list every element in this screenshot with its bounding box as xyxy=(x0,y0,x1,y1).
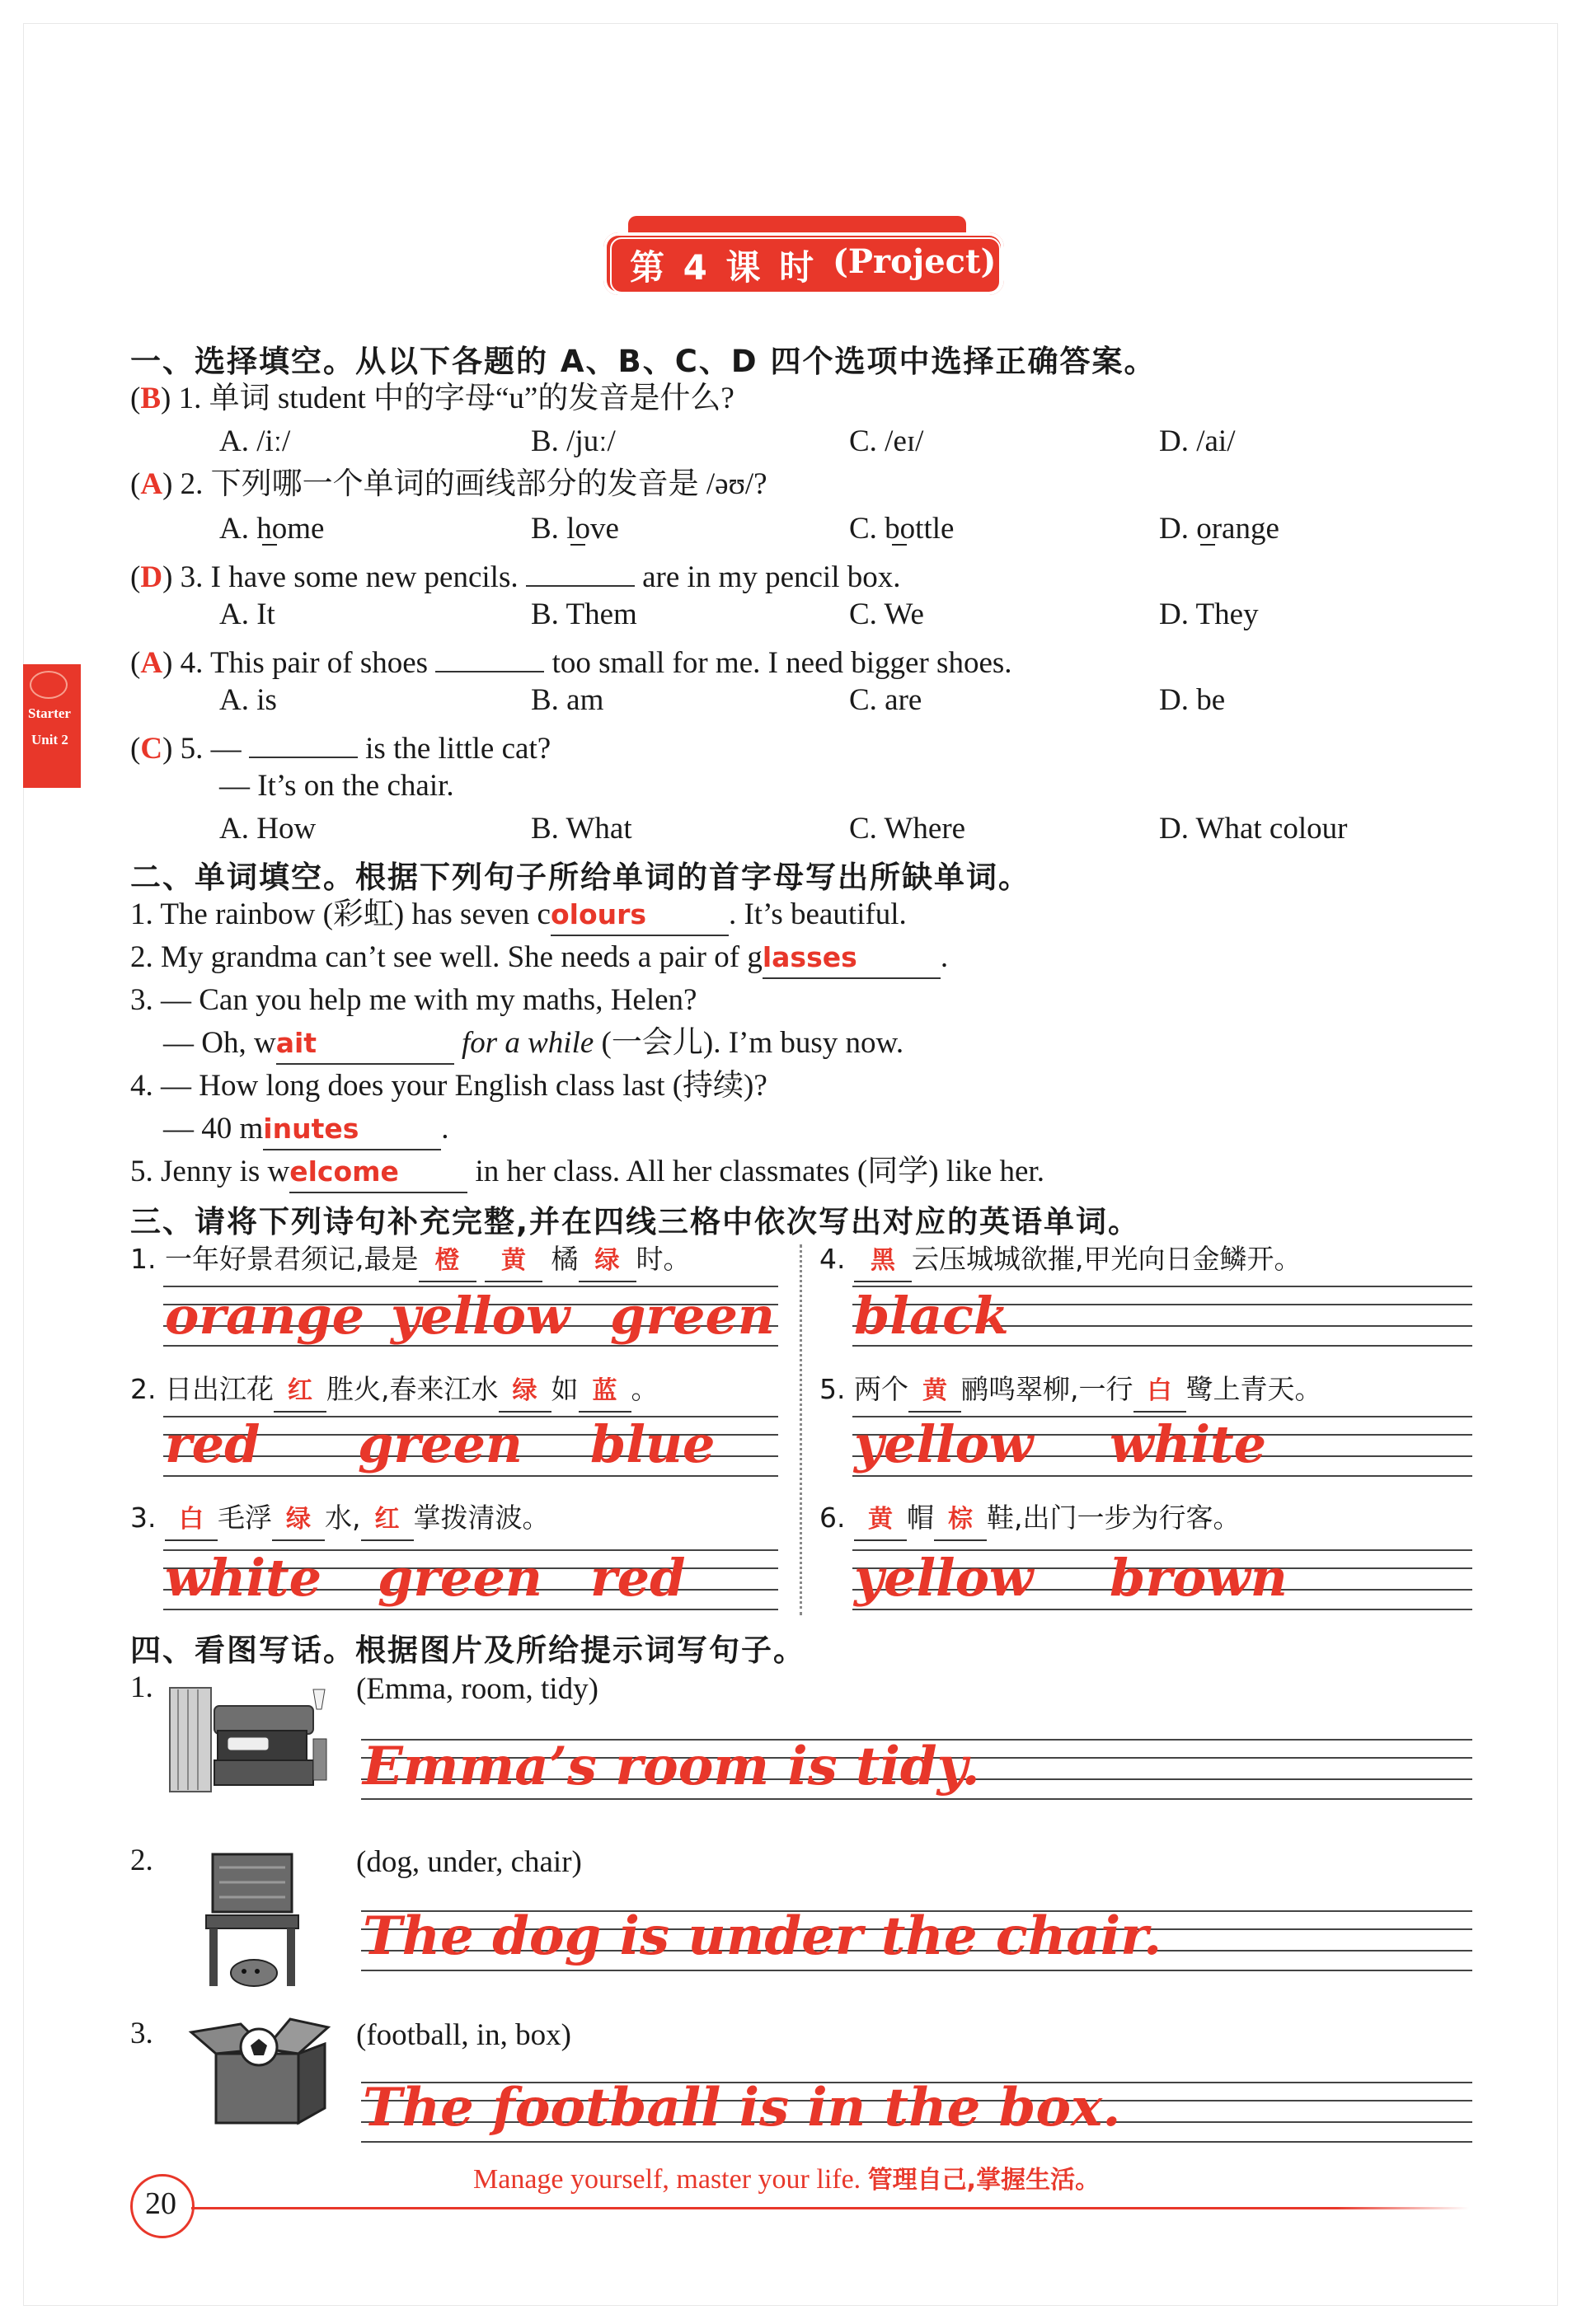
footer-line xyxy=(191,2207,1337,2209)
side-tab xyxy=(23,664,81,788)
poem-3-word-1: white xyxy=(165,1548,322,1608)
poem-6-word-2: brown xyxy=(1110,1548,1288,1608)
fill-5-post: in her class. All her classmates (同学) like her. xyxy=(475,1155,1044,1188)
answer-1: B xyxy=(140,382,162,415)
q5-option-c: C. Where xyxy=(849,812,966,846)
poem-6-blank-1: 黄 xyxy=(854,1500,907,1541)
poem-6-word-1: yellow xyxy=(854,1548,1034,1608)
fill-item-3b xyxy=(163,1024,903,1065)
poem-6-text: 帽 xyxy=(907,1502,934,1534)
poem-3-num: 3. xyxy=(130,1502,157,1534)
poem-3-word-3: red xyxy=(590,1548,686,1608)
poem-2-blank-2: 绿 xyxy=(499,1371,551,1413)
question-3: (D) 3. I have some new pencils. are in my pencil box. xyxy=(130,552,901,597)
poem-5-text-3: 鹭上青天。 xyxy=(1185,1373,1322,1405)
poem-3-blank-1: 白 xyxy=(165,1500,218,1541)
poem-2-blank-3: 蓝 xyxy=(579,1371,631,1413)
poem-5-blank-1: 黄 xyxy=(908,1371,961,1413)
question-5: (C) 5. — is the little cat? xyxy=(130,724,551,769)
fill-3-answer: ait xyxy=(276,1024,454,1065)
fill-3-post: (一会儿). I’m busy now. xyxy=(601,1026,904,1060)
poem-6 xyxy=(819,1498,1241,1541)
section2-title: 二、单词填空。根据下列句子所给单词的首字母写出所缺单词。 xyxy=(130,860,1030,895)
poem-4-blank-1: 黑 xyxy=(854,1241,912,1282)
q2-underline-a xyxy=(262,544,277,546)
q2-underline-c xyxy=(892,544,907,546)
poem-5-word-2: white xyxy=(1110,1414,1267,1474)
poem-2-text-2: 胜火,春来江水 xyxy=(326,1373,499,1405)
fill-1-pre: 1. The rainbow (彩虹) has seven c xyxy=(130,897,551,931)
fill-item-5 xyxy=(130,1152,1044,1193)
q2-option-c: C. bottle xyxy=(849,512,955,546)
q3-option-d: D. They xyxy=(1159,597,1259,631)
question-3-blank xyxy=(526,552,635,587)
poem-1-blank-2: 黄 xyxy=(485,1241,542,1282)
poem-1-word-3: green xyxy=(610,1286,775,1346)
poem-6-text-2: 鞋,出门一步为行客。 xyxy=(987,1502,1241,1534)
box-picture xyxy=(183,2016,331,2128)
q4-option-a: A. is xyxy=(219,683,277,717)
fill-2-answer: lasses xyxy=(763,938,941,979)
question-4: (A) 4. This pair of shoes too small for me. I need bigger shoes. xyxy=(130,638,1012,683)
lesson-subtitle: (Project) xyxy=(833,242,997,281)
q2-option-d: D. orange xyxy=(1159,512,1279,546)
poem-5-blank-2: 白 xyxy=(1133,1371,1186,1413)
poem-2-text-4: 。 xyxy=(631,1373,659,1405)
fill-1-post: . It’s beautiful. xyxy=(728,897,907,931)
fill-item-3: 3. — Can you help me with my maths, Helen? xyxy=(130,983,697,1017)
poem-5-text: 两个 xyxy=(854,1373,908,1405)
section3-title: 三、请将下列诗句补充完整,并在四线三格中依次写出对应的英语单词。 xyxy=(130,1204,1141,1239)
poem-5-word-1: yellow xyxy=(854,1414,1034,1474)
footer-motto-en: Manage yourself, master your life. xyxy=(473,2164,861,2195)
lesson-header xyxy=(603,216,1004,295)
poem-2-word-1: red xyxy=(165,1414,260,1474)
poem-1-word-1: orange xyxy=(165,1286,365,1346)
q2-underline-d xyxy=(1200,544,1215,546)
poem-2-text: 日出江花 xyxy=(165,1373,274,1405)
footer-motto-cn: 管理自己,掌握生活。 xyxy=(867,2166,1101,2195)
poem-1 xyxy=(130,1239,691,1282)
q4-option-d: D. be xyxy=(1159,683,1226,717)
poem-3-word-2: green xyxy=(378,1548,542,1608)
sentence-3-answer: The football is in the box. xyxy=(363,2077,1121,2139)
q5-option-d: D. What colour xyxy=(1159,812,1348,846)
q1-option-c: C. /eɪ/ xyxy=(849,424,924,458)
question-3-stem-post: are in my pencil box. xyxy=(642,560,901,594)
poem-3-text-3: 掌拨清波。 xyxy=(413,1502,550,1534)
poem-5 xyxy=(819,1370,1322,1413)
q2-option-b: B. love xyxy=(531,512,619,546)
sentence-1-answer: Emma’s room is tidy. xyxy=(363,1736,980,1797)
section3-divider xyxy=(800,1244,802,1615)
picture-2-num: 2. xyxy=(130,1844,153,1877)
q2-option-a: A. home xyxy=(219,512,325,546)
question-5-stem-pre: 5. — xyxy=(180,732,242,766)
picture-3-num: 3. xyxy=(130,2017,153,2050)
q3-option-c: C. We xyxy=(849,597,924,631)
poem-2-blank-1: 红 xyxy=(274,1371,326,1413)
question-5-reply: — It’s on the chair. xyxy=(219,769,454,803)
poem-6-num: 6. xyxy=(819,1502,846,1534)
fill-3-italic: for a while xyxy=(461,1026,594,1060)
lesson-title: 第 4 课 时 xyxy=(630,247,818,288)
question-1: (B) 1. 单词 student 中的字母“u”的发音是什么? xyxy=(130,382,734,415)
fill-5-pre: 5. Jenny is w xyxy=(130,1155,290,1188)
poem-6-blank-2: 棕 xyxy=(934,1500,987,1541)
poem-2-word-2: green xyxy=(358,1414,523,1474)
poem-1-blank-3: 绿 xyxy=(579,1241,636,1282)
bedroom-picture xyxy=(168,1681,328,1797)
q4-option-c: C. are xyxy=(849,683,922,717)
question-1-stem: 1. 单词 student 中的字母“u”的发音是什么? xyxy=(178,382,734,415)
q1-option-b: B. /juː/ xyxy=(531,424,616,458)
page-number: 20 xyxy=(145,2186,176,2221)
fill-3-pre: — Oh, w xyxy=(163,1026,276,1060)
poem-2-word-3: blue xyxy=(590,1414,716,1474)
fill-2-pre: 2. My grandma can’t see well. She needs a pair of g xyxy=(130,940,763,974)
picture-2-hint: (dog, under, chair) xyxy=(356,1845,582,1879)
poem-4-word-1: black xyxy=(854,1286,1009,1346)
poem-3-text-2: 水, xyxy=(325,1502,361,1534)
q1-option-d: D. /ai/ xyxy=(1159,424,1236,458)
answer-2: A xyxy=(140,467,163,501)
poem-2-text-3: 如 xyxy=(551,1373,579,1405)
poem-2-num: 2. xyxy=(130,1373,157,1405)
poem-1-text-3: 时。 xyxy=(636,1243,691,1275)
section1-title: 一、选择填空。从以下各题的 A、B、C、D 四个选项中选择正确答案。 xyxy=(130,344,1157,379)
q2-underline-b xyxy=(570,544,585,546)
answer-4: A xyxy=(140,646,163,680)
answer-3: D xyxy=(140,560,163,594)
section4-title: 四、看图写话。根据图片及所给提示词写句子。 xyxy=(130,1633,805,1668)
poem-5-text-2: 鹂鸣翠柳,一行 xyxy=(961,1373,1133,1405)
poem-4 xyxy=(819,1239,1302,1282)
fill-4-answer: inutes xyxy=(263,1109,441,1150)
fill-item-4b xyxy=(163,1109,449,1150)
poem-4-text: 云压城城欲摧,甲光向日金鳞开。 xyxy=(912,1243,1302,1275)
fill-2-post: . xyxy=(940,940,949,974)
fill-4-pre: — 40 m xyxy=(163,1112,264,1146)
q3-option-a: A. It xyxy=(219,597,275,631)
poem-1-num: 1. xyxy=(130,1243,157,1275)
q5-option-b: B. What xyxy=(531,812,632,846)
q5-option-a: A. How xyxy=(219,812,317,846)
fill-5-answer: elcome xyxy=(289,1152,467,1193)
fill-item-1 xyxy=(130,895,907,936)
question-3-stem-pre: 3. I have some new pencils. xyxy=(180,560,519,594)
chair-picture xyxy=(195,1851,310,1991)
fill-item-2 xyxy=(130,938,948,979)
q1-option-a: A. /iː/ xyxy=(219,424,291,458)
fill-1-answer: olours xyxy=(551,895,729,936)
picture-1-hint: (Emma, room, tidy) xyxy=(356,1672,598,1706)
picture-1-num: 1. xyxy=(130,1670,153,1704)
q4-option-b: B. am xyxy=(531,683,604,717)
fill-item-4: 4. — How long does your English class last (持续)? xyxy=(130,1069,767,1103)
poem-1-text: 一年好景君须记,最是 xyxy=(165,1243,419,1275)
poem-3-blank-3: 红 xyxy=(361,1500,414,1541)
poem-1-word-2: yellow xyxy=(391,1286,570,1346)
side-tab-line1: Starter xyxy=(28,705,71,721)
question-4-blank xyxy=(435,638,544,672)
question-2-stem: 2. 下列哪一个单词的画线部分的发音是 /əʊ/? xyxy=(180,467,767,501)
footer-line-fade xyxy=(1337,2207,1469,2209)
poem-1-blank-1: 橙 xyxy=(419,1241,476,1282)
answer-5: C xyxy=(140,732,163,766)
question-5-stem-post: is the little cat? xyxy=(365,732,551,766)
footer-motto xyxy=(473,2159,1100,2195)
picture-3-hint: (football, in, box) xyxy=(356,2018,572,2052)
poem-3 xyxy=(130,1498,550,1541)
poem-1-text-2: 橘 xyxy=(551,1243,579,1275)
question-4-stem-post: too small for me. I need bigger shoes. xyxy=(551,646,1012,680)
question-2: (A) 2. 下列哪一个单词的画线部分的发音是 /əʊ/? xyxy=(130,467,767,501)
sentence-2-answer: The dog is under the chair. xyxy=(363,1905,1162,1967)
poem-4-num: 4. xyxy=(819,1243,846,1275)
poem-5-num: 5. xyxy=(819,1373,846,1405)
side-tab-line2: Unit 2 xyxy=(31,732,68,747)
poem-3-blank-2: 绿 xyxy=(272,1500,325,1541)
fill-4-post: . xyxy=(441,1112,449,1146)
poem-3-text: 毛浮 xyxy=(218,1502,272,1534)
question-4-stem-pre: 4. This pair of shoes xyxy=(180,646,429,680)
question-5-blank xyxy=(249,724,358,758)
poem-2 xyxy=(130,1370,659,1413)
q3-option-b: B. Them xyxy=(531,597,637,631)
